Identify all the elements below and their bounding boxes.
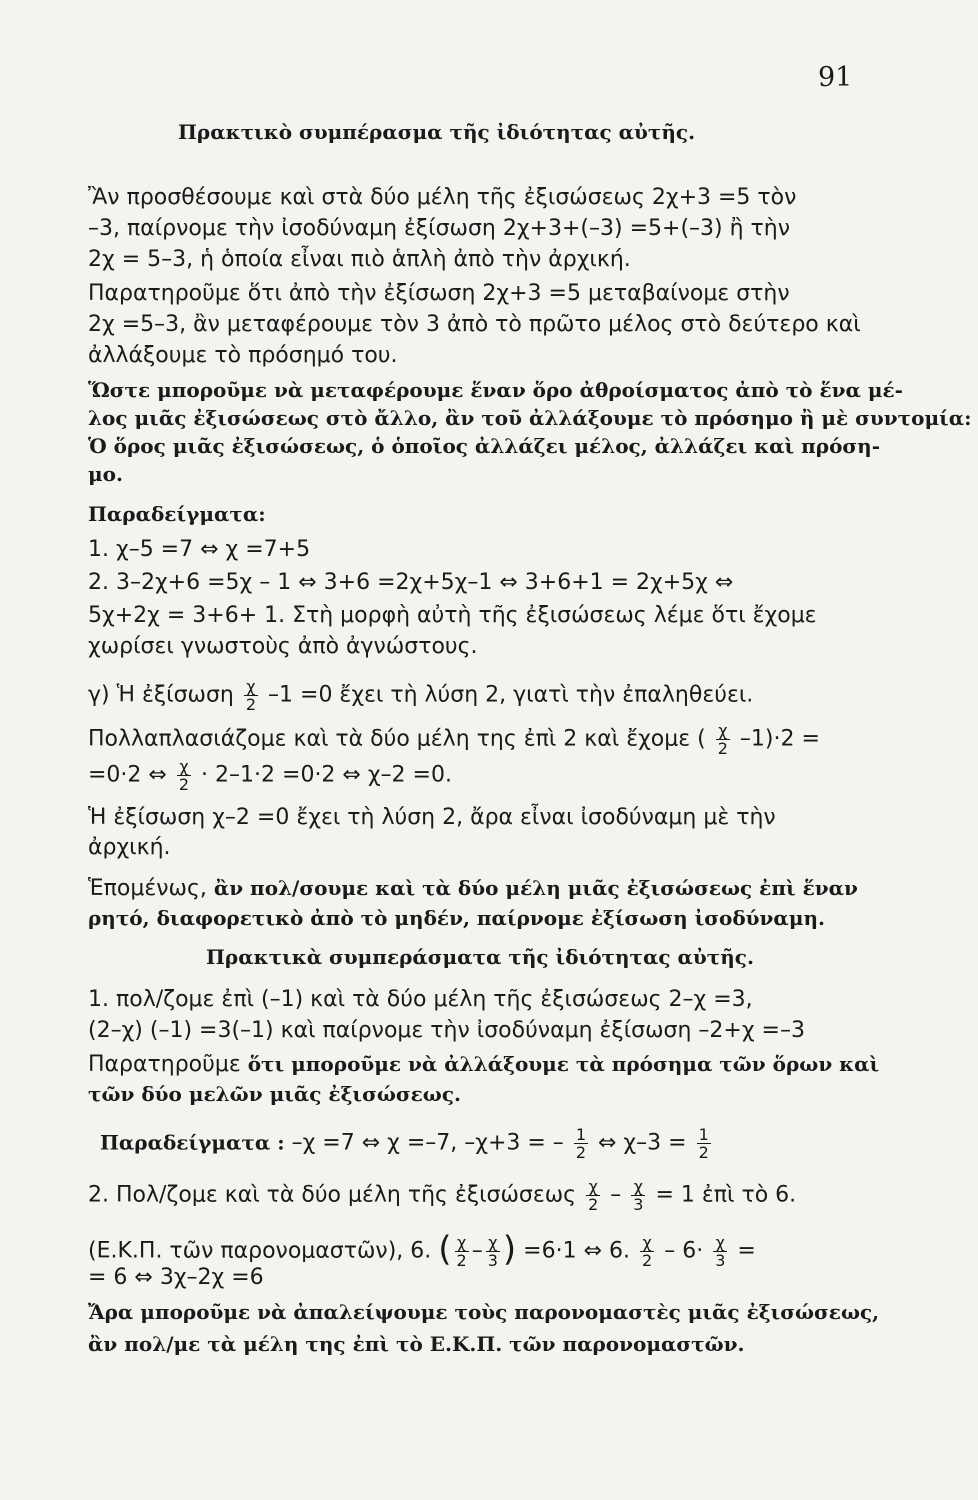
fraction-x-over-3 — [713, 1234, 727, 1269]
paragraph-line: 2χ =5–3, ἂν μεταφέρουμε τὸν 3 ἀπὸ τὸ πρῶτο μέλος στὸ δεύτερο καὶ — [88, 312, 861, 337]
frac-num: χ — [246, 677, 256, 696]
rule-line — [88, 874, 858, 903]
conclusion-line: = 6 ⇔ 3χ–2χ =6 — [88, 1265, 264, 1290]
conclusion-line — [88, 1178, 796, 1213]
rule-bold-text: ἂν πολ/σουμε καὶ τὰ δύο μέλη μιᾶς ἐξισώσεως ἐπὶ ἕναν — [206, 876, 858, 900]
example-line: 2. 3–2χ+6 =5χ – 1 ⇔ 3+6 =2χ+5χ–1 ⇔ 3+6+1 = 2χ+5χ ⇔ — [88, 570, 734, 595]
examples-part: –χ =7 ⇔ χ =–7, –χ+3 = – — [291, 1130, 564, 1156]
conclusion-text: = 1 ἐπὶ τὸ 6. — [655, 1182, 797, 1208]
frac-num: 1 — [698, 1125, 709, 1144]
frac-den: 2 — [588, 1195, 599, 1214]
open-paren: ( — [438, 1229, 452, 1270]
rule-line: μο. — [88, 462, 123, 486]
frac-den: 3 — [633, 1195, 644, 1214]
conclusion-text: = — [737, 1238, 756, 1264]
rule-line: Ὁ ὅρος μιᾶς ἐξισώσεως, ὁ ὁποῖος ἀλλάζει μέλος, ἀλλάζει καὶ πρόση- — [88, 434, 881, 458]
rule-normal-text: Ἑπομένως, — [88, 876, 207, 901]
paragraph-line: Ἡ ἐξίσωση χ–2 =0 ἔχει τὴ λύση 2, ἄρα εἶναι ἰσοδύναμη μὲ τὴν — [88, 805, 776, 830]
conclusion-text: =6·1 ⇔ 6. — [523, 1238, 631, 1264]
page-number: 91 — [818, 62, 853, 93]
frac-den: 2 — [178, 775, 190, 794]
conclusion-text: – 6· — [664, 1238, 704, 1264]
paragraph-line: Παρατηροῦμε ὅτι ἀπὸ τὴν ἐξίσωση 2χ+3 =5 μεταβαίνομε στὴν — [88, 281, 790, 306]
frac-den: 2 — [245, 695, 257, 714]
conclusion-normal-text: Παρατηροῦμε — [88, 1052, 241, 1077]
conclusion-line: 1. πολ/ζομε ἐπὶ (–1) καὶ τὰ δύο μέλη τῆς ἐξισώσεως 2–χ =3, — [88, 987, 753, 1012]
frac-den: 3 — [715, 1251, 726, 1270]
conclusion-line: (2–χ) (–1) =3(–1) καὶ παίρνομε τὴν ἰσοδύναμη ἐξίσωση –2+χ =–3 — [88, 1018, 805, 1043]
paragraph-line: Ἂν προσθέσουμε καὶ στὰ δύο μέλη τῆς ἐξισώσεως 2χ+3 =5 τὸν — [88, 185, 797, 210]
example-line: χωρίσει γνωστοὺς ἀπὸ ἀγνώστους. — [88, 634, 478, 659]
example-line: 5χ+2χ = 3+6+ 1. Στὴ μορφὴ αὐτὴ τῆς ἐξισώσεως λέμε ὅτι ἔχομε — [88, 603, 817, 628]
example-line: 1. χ–5 =7 ⇔ χ =7+5 — [88, 537, 311, 562]
conclusion-line: τῶν δύο μελῶν μιᾶς ἐξισώσεως. — [88, 1082, 461, 1106]
fraction-x-over-2 — [716, 722, 730, 757]
rule-line: Ὥστε μποροῦμε νὰ μεταφέρουμε ἕναν ὅρο ἀθροίσματος ἀπὸ τὸ ἕνα μέ- — [88, 378, 903, 402]
frac-den: 2 — [456, 1251, 467, 1270]
multiply-start: =0·2 ⇔ — [88, 762, 167, 788]
multiply-line — [88, 758, 452, 793]
fraction-1-over-2 — [574, 1126, 588, 1161]
rule-line: Ἄρα μποροῦμε νὰ ἀπαλείψουμε τοὺς παρονομαστὲς μιᾶς ἐξισώσεως, — [88, 1300, 880, 1324]
frac-den: 2 — [642, 1251, 653, 1270]
gamma-suffix: –1 =0 ἔχει τὴ λύση 2, γιατὶ τὴν ἐπαληθεύει. — [268, 682, 754, 708]
examples-line — [100, 1126, 714, 1161]
fraction-x-over-2 — [586, 1178, 600, 1213]
multiply-text: Πολλαπλασιάζομε καὶ τὰ δύο μέλη της ἐπὶ 2 καὶ ἔχομε ( — [88, 726, 706, 752]
rule-line: ἂν πολ/με τὰ μέλη της ἐπὶ τὸ Ε.Κ.Π. τῶν παρονομαστῶν. — [88, 1332, 745, 1356]
fraction-x-over-2 — [177, 758, 191, 793]
heading-practical-conclusion: Πρακτικὸ συμπέρασμα τῆς ἰδιότητας αὐτῆς. — [178, 120, 696, 144]
conclusion-text: (Ε.Κ.Π. τῶν παρονομαστῶν), 6. — [88, 1238, 432, 1264]
frac-den: 2 — [575, 1143, 586, 1162]
fraction-x-over-3 — [486, 1234, 500, 1269]
conclusion-line — [88, 1050, 879, 1079]
frac-den: 2 — [698, 1143, 709, 1162]
multiply-end: · 2–1·2 =0·2 ⇔ χ–2 =0. — [201, 762, 452, 788]
frac-num: χ — [588, 1177, 598, 1196]
frac-den: 2 — [717, 739, 728, 758]
gamma-line — [88, 678, 753, 713]
frac-num: χ — [715, 1233, 725, 1252]
paragraph-line: ἀρχική. — [88, 835, 171, 860]
multiply-line — [88, 722, 820, 757]
rule-line: λος μιᾶς ἐξισώσεως στὸ ἄλλο, ἂν τοῦ ἀλλάξουμε τὸ πρόσημο ἢ μὲ συντομία: — [88, 406, 972, 430]
examples-label: Παραδείγματα : — [100, 1130, 285, 1155]
fraction-x-over-2 — [244, 678, 258, 713]
frac-num: χ — [457, 1233, 467, 1252]
fraction-1-over-2 — [697, 1126, 711, 1161]
frac-num: χ — [718, 721, 728, 740]
paragraph-line: 2χ = 5–3, ἡ ὁποία εἶναι πιὸ ἁπλὴ ἀπὸ τὴν ἀρχική. — [88, 247, 631, 272]
examples-part: ⇔ χ–3 = — [598, 1130, 687, 1156]
fraction-x-over-3 — [631, 1178, 645, 1213]
conclusion-bold-text: ὅτι μποροῦμε νὰ ἀλλάξουμε τὰ πρόσημα τῶν ὅρων καὶ — [240, 1052, 880, 1076]
heading-practical-conclusions: Πρακτικὰ συμπεράσματα τῆς ἰδιότητας αὐτῆς. — [206, 945, 754, 969]
frac-num: χ — [642, 1233, 652, 1252]
close-paren: ) — [502, 1229, 517, 1270]
frac-num: χ — [633, 1177, 643, 1196]
paragraph-line: ἀλλάξουμε τὸ πρόσημό του. — [88, 343, 398, 368]
minus-sign: – — [610, 1182, 622, 1208]
fraction-x-over-2 — [455, 1234, 469, 1269]
frac-num: χ — [179, 757, 189, 776]
conclusion-text: 2. Πολ/ζομε καὶ τὰ δύο μέλη τῆς ἐξισώσεως — [88, 1182, 577, 1208]
frac-num: 1 — [575, 1125, 586, 1144]
fraction-x-over-2 — [640, 1234, 654, 1269]
multiply-end: –1)·2 = — [739, 726, 820, 752]
frac-den: 3 — [487, 1251, 498, 1270]
paragraph-line: –3, παίρνομε τὴν ἰσοδύναμη ἐξίσωση 2χ+3+(–3) =5+(–3) ἢ τὴν — [88, 216, 791, 241]
minus-sign: – — [471, 1238, 483, 1264]
gamma-prefix: γ) Ἡ ἐξίσωση — [88, 682, 234, 708]
frac-num: χ — [488, 1233, 498, 1252]
rule-line: ρητό, διαφορετικὸ ἀπὸ τὸ μηδέν, παίρνομε ἐξίσωση ἰσοδύναμη. — [88, 906, 825, 930]
examples-heading: Παραδείγματα: — [88, 502, 266, 526]
